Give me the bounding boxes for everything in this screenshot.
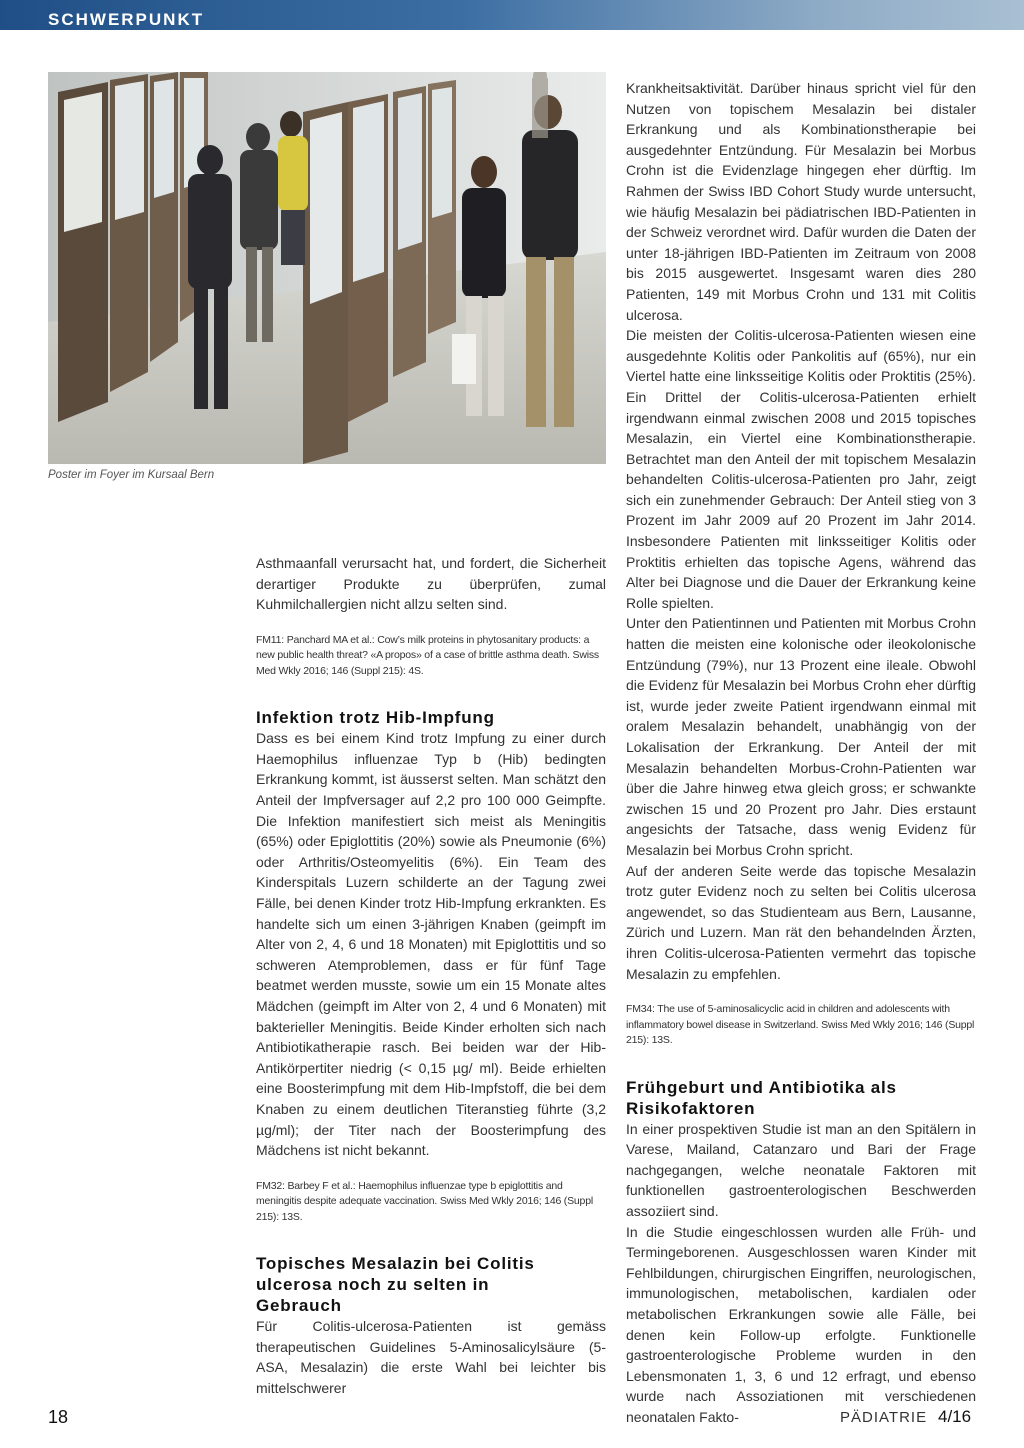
reference: FM34: The use of 5-aminosalicyclic acid in children and adolescents with inflammatory bowel disease in Switzerland. Swiss Med Wkly 2016; 146 (Suppl 215): 13S. xyxy=(626,1003,975,1047)
page-number: 18 xyxy=(48,1407,69,1427)
magazine-logo: PÄDIATRIE xyxy=(840,1409,928,1426)
conference-photo xyxy=(48,72,606,464)
section-label: SCHWERPUNKT xyxy=(48,10,205,29)
photo-caption: Poster im Foyer im Kursaal Bern xyxy=(48,469,215,481)
section-heading: Topisches Mesalazin bei Colitis ulcerosa noch zu selten in Gebrauch xyxy=(256,1254,535,1316)
section-heading: Frühgeburt und Antibiotika als Risikofaktoren xyxy=(626,1077,897,1118)
issue-number: 4/16 xyxy=(938,1407,972,1426)
column-middle xyxy=(256,553,606,1399)
header-bar xyxy=(0,0,1024,30)
paragraph: Auf der anderen Seite werde das topische Mesalazin trotz guter Evidenz noch zu selten bei Colitis ulcerosa angewendet, so das Studienteam aus Bern, Lausanne, Zürich und Luzern. Man rät den behandelnden Ärzten, ihren Colitis-ulcerosa-Patienten vermehrt das topische Mesalazin zu empfehlen. xyxy=(626,862,976,982)
paragraph: Krankheitsaktivität. Darüber hinaus spricht viel für den Nutzen von topischem Mesalazin bei distaler Erkrankung und als Kombinationstherapie bei ausgedehnter Entzündung. Für Mesalazin bei Morbus Crohn ist die Evidenzlage hingegen eher dürftig. Im Rahmen der Swiss IBD Cohort Study wurde untersucht, wie häufig Mesalazin bei pädiatrischen IBD-Patienten in der Schweiz verordnet wird. Dafür wurden die Daten der unter 18-jährigen IBD-Patienten im Zeitraum von 2008 bis 2015 ausgewertet. Insgesamt waren dies 280 Patienten, 149 mit Morbus Crohn und 131 mit Colitis ulcerosa. xyxy=(626,80,976,323)
paragraph: In einer prospektiven Studie ist man an den Spitälern in Varese, Mailand, Catanzaro und Bari der Frage nachgegangen, welche neonatale Faktoren mit funktionellen gastroenterologischen Beschwerden assoziiert sind. xyxy=(626,1120,976,1219)
reference: FM32: Barbey F et al.: Haemophilus influenzae type b epiglottitis and meningitis despite adequate vaccination. Swiss Med Wkly 2016; 146 (Suppl 215): 13S. xyxy=(256,1179,593,1223)
paragraph: Dass es bei einem Kind trotz Impfung zu einer durch Haemophilus influenzae Typ b (Hib) bedingten Erkrankung kommt, ist äusserst selten. Man schätzt den Anteil der Impfversager auf 2,2 pro 100 000 Geimpfte. Die Infektion manifestiert sich meist als Meningitis (65%) oder Epiglottitis (20%) sowie als Pneumonie (6%) oder Arthritis/Osteomyelitis (6%). Ein Team des Kinderspitals Luzern schilderte an der Tagung zwei Fälle, bei denen Kinder trotz Hib-Impfung erkrankten. Es handelte sich um einen 3-jährigen Knaben (geimpft im Alter von 2, 4, 6 und 18 Monaten) mit Epiglottitis und so schweren Atemproblemen, dass er für fünf Tage beatmet werden musste, sowie um ein 15 Monate altes Mädchen (geimpft im Alter von 2, 4 und 6 Monaten) mit bakterieller Meningitis. Beide Kinder erholten sich nach Antibiotikatherapie rasch. Bei beiden war der Hib-Antikörpertiter niedrig (< 0,15 µg/ ml). Beide erhielten eine Boosterimpfung mit dem Hib-Impfstoff, die bei dem Knaben zu einem deutlichen Titeranstieg führte (3,2 µg/ml); der Titer nach der Boosterimpfung des Mädchens ist nicht bekannt. xyxy=(256,730,606,1159)
paragraph: In die Studie eingeschlossen wurden alle Früh- und Termingeborenen. Ausgeschlossen waren Kinder mit Fehlbildungen, chirurgischen Eingriffen, neurologischen, immunologischen, metabolischen, kardialen oder metabolischen Erkrankungen sowie alle Fälle, bei denen kein Follow-up erfolgte. Funktionelle gastroenterologische Probleme wurden in den Lebensmonaten 1, 3, 6 und 12 erfragt, und ebenso wurde nach Assoziationen mit verschiedenen neonatalen Fakto- xyxy=(626,1223,976,1425)
paragraph: Für Colitis-ulcerosa-Patienten ist gemäss therapeutischen Guidelines 5-Aminosalicylsäure (5-ASA, Mesalazin) die erste Wahl bei leichter bis mittelschwerer xyxy=(256,1318,606,1397)
paragraph: Unter den Patientinnen und Patienten mit Morbus Crohn hatten die meisten eine kolonische oder ileokolonische Entzündung (79%), nur 13 Prozent eine ileale. Obwohl die Evidenz für Mesalazin bei Morbus Crohn eher dürftig ist, wurde jeder zweite Patient irgendwann einmal mit oralem Mesalazin behandelt, unabhängig von der Lokalisation der Erkrankung. Der Anteil der mit Mesalazin behandelten Morbus-Crohn-Patienten war über die Jahre hinweg etwa gleich gross; er schwankte zwischen 15 und 20 Prozent pro Jahr. Dies erstaunt angesichts der Tatsache, dass wenig Evidenz für Mesalazin bei Morbus Crohn spricht. xyxy=(626,615,976,858)
poster-hall-image xyxy=(48,72,606,464)
column-right xyxy=(626,78,976,1428)
paragraph: Die meisten der Colitis-ulcerosa-Patienten wiesen eine ausgedehnte Kolitis oder Pankolitis auf (65%), nur ein Viertel hatte eine linksseitige Kolitis oder Proktitis (25%). Ein Drittel der Colitis-ulcerosa-Patienten erhielt irgendwann einmal zwischen 2008 und 2015 topisches Mesalazin, ein Viertel eine Kombinationstherapie. Betrachtet man den Anteil der mit topischem Mesalazin behandelten Colitis-ulcerosa-Patienten pro Jahr, zeigt sich ein zunehmender Gebrauch: Der Anteil stieg von 3 Prozent im Jahr 2009 auf 20 Prozent im Jahr 2014. Insbesondere Patienten mit linksseitiger Kolitis oder Proktitis erhielten das topische Agens, während das Alter bei Diagnose und die Dauer der Erkrankung keine Rolle spielten. xyxy=(626,327,976,611)
paragraph: Asthmaanfall verursacht hat, und fordert, die Sicherheit derartiger Produkte zu überprüfen, zumal Kuhmilchallergien nicht allzu selten sind. xyxy=(256,555,606,613)
section-heading: Infektion trotz Hib-Impfung xyxy=(256,708,495,728)
reference: FM11: Panchard MA et al.: Cow’s milk proteins in phytosanitary products: a new public health threat? «A propos» of a case of brittle asthma death. Swiss Med Wkly 2016; 146 (Suppl 215): 4S. xyxy=(256,633,599,677)
